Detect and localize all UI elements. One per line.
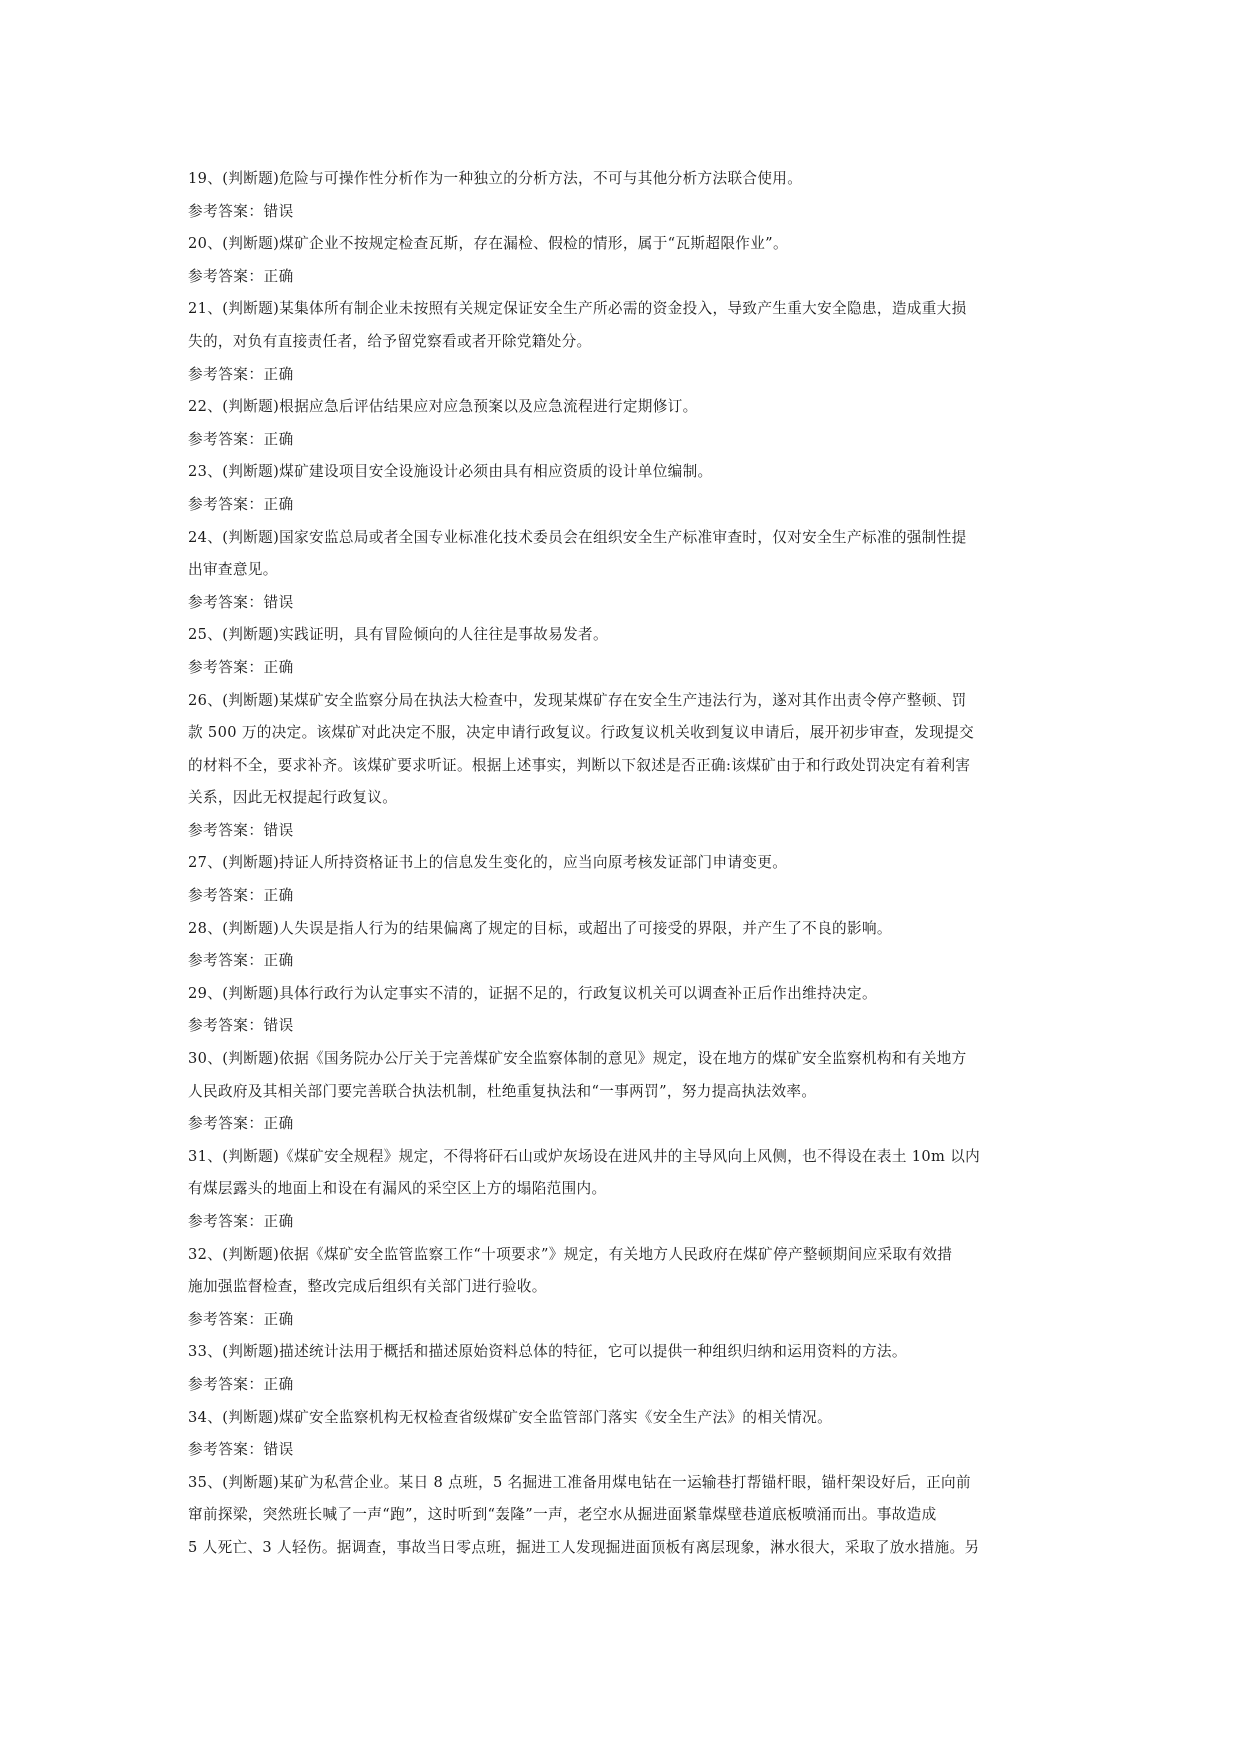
question-text-line: 29、(判断题)具体行政行为认定事实不清的，证据不足的，行政复议机关可以调查补正后作出维持决定。 [188,984,877,1002]
question-item [188,522,1054,620]
question-text-line: 窜前探梁，突然班长喊了一声“跑”，这时听到“轰隆”一声，老空水从掘进面紧靠煤壁巷道底板喷涌而出。事故造成 [188,1506,937,1524]
reference-answer [188,1304,1054,1337]
question-text-line: 30、(判断题)依据《国务院办公厅关于完善煤矿安全监察体制的意见》规定，设在地方的煤矿安全监察机构和有关地方 [188,1050,967,1068]
question-item [188,913,1054,978]
question-text-line: 33、(判断题)描述统计法用于概括和描述原始资料总体的特征，它可以提供一种组织归纳和运用资料的方法。 [188,1343,907,1361]
question-text-line: 23、(判断题)煤矿建设项目安全设施设计必须由具有相应资质的设计单位编制。 [188,463,713,481]
question-text-line: 27、(判断题)持证人所持资格证书上的信息发生变化的，应当向原考核发证部门申请变更。 [188,854,788,872]
answer-value: 正确 [263,1375,294,1393]
answer-value: 正确 [263,267,294,285]
question-item [188,1141,1054,1239]
question-item [188,1402,1054,1467]
document-page [188,163,1054,1565]
answer-prefix: 参考答案： [188,821,264,839]
question-item [188,978,1054,1043]
reference-answer [188,587,1054,620]
question-item [188,1336,1054,1401]
reference-answer [188,1010,1054,1043]
answer-prefix: 参考答案： [188,593,264,611]
question-text-line: 25、(判断题)实践证明，具有冒险倾向的人往往是事故易发者。 [188,626,608,644]
reference-answer [188,1434,1054,1467]
reference-answer [188,945,1054,978]
question-item [188,456,1054,521]
question-text-line: 22、(判断题)根据应急后评估结果应对应急预案以及应急流程进行定期修订。 [188,398,698,416]
reference-answer [188,880,1054,913]
question-text-line: 5 人死亡、3 人轻伤。据调查，事故当日零点班，掘进工人发现掘进面顶板有离层现象，淋水很大，采取了放水措施。另 [188,1538,980,1556]
reference-answer [188,1206,1054,1239]
reference-answer [188,489,1054,522]
answer-value: 错误 [263,593,294,611]
answer-value: 正确 [263,365,294,383]
answer-value: 正确 [263,1213,294,1230]
answer-prefix: 参考答案： [188,1310,264,1328]
question-text-line: 关系，因此无权提起行政复议。 [188,789,398,807]
answer-value: 错误 [263,202,294,220]
question-item [188,1467,1054,1565]
question-text-line: 失的，对负有直接责任者，给予留党察看或者开除党籍处分。 [188,332,592,350]
question-text-line: 34、(判断题)煤矿安全监察机构无权检查省级煤矿安全监管部门落实《安全生产法》的相关情况。 [188,1408,833,1426]
answer-value: 正确 [263,952,294,970]
question-text-line: 21、(判断题)某集体所有制企业未按照有关规定保证安全生产所必需的资金投入，导致产生重大安全隐患，造成重大损 [188,300,967,318]
answer-prefix: 参考答案： [188,365,264,383]
answer-prefix: 参考答案： [188,202,264,220]
question-text-line: 26、(判断题)某煤矿安全监察分局在执法大检查中，发现某煤矿存在安全生产违法行为，遂对其作出责令停产整顿、罚 [188,691,967,709]
question-item [188,391,1054,456]
answer-prefix: 参考答案： [188,430,264,448]
question-text-line: 施加强监督检查，整改完成后组织有关部门进行验收。 [188,1278,547,1296]
answer-value: 正确 [263,495,294,513]
reference-answer [188,1369,1054,1402]
answer-value: 错误 [263,1441,294,1459]
answer-value: 正确 [263,430,294,448]
question-item [188,685,1054,848]
question-text-line: 31、(判断题)《煤矿安全规程》规定，不得将矸石山或炉灰场设在进风井的主导风向上风侧，也不得设在表土 10m 以内 [188,1147,981,1165]
question-list [188,163,1054,1565]
question-text-line: 人民政府及其相关部门要完善联合执法机制，杜绝重复执法和“一事两罚”，努力提高执法效率。 [188,1082,817,1100]
question-text-line: 20、(判断题)煤矿企业不按规定检查瓦斯，存在漏检、假检的情形，属于“瓦斯超限作业”。 [188,235,788,253]
answer-prefix: 参考答案： [188,1375,264,1393]
question-text-line: 28、(判断题)人失误是指人行为的结果偏离了规定的目标，或超出了可接受的界限，并产生了不良的影响。 [188,919,892,937]
answer-prefix: 参考答案： [188,887,264,905]
answer-value: 错误 [263,1017,294,1035]
question-text-line: 出审查意见。 [188,561,278,579]
reference-answer [188,815,1054,848]
answer-prefix: 参考答案： [188,1115,264,1133]
question-text-line: 有煤层露头的地面上和设在有漏风的采空区上方的塌陷范围内。 [188,1180,607,1198]
reference-answer [188,359,1054,392]
answer-prefix: 参考答案： [188,1441,264,1459]
question-item [188,847,1054,912]
question-text-line: 24、(判断题)国家安监总局或者全国专业标准化技术委员会在组织安全生产标准审查时，仅对安全生产标准的强制性提 [188,528,967,546]
reference-answer [188,424,1054,457]
question-item [188,228,1054,293]
answer-value: 错误 [263,821,294,839]
question-item [188,1239,1054,1337]
answer-value: 正确 [263,887,294,905]
question-item [188,163,1054,228]
answer-value: 正确 [263,1115,294,1133]
reference-answer [188,261,1054,294]
answer-prefix: 参考答案： [188,1017,264,1035]
answer-prefix: 参考答案： [188,658,264,676]
answer-prefix: 参考答案： [188,267,264,285]
answer-value: 正确 [263,658,294,676]
reference-answer [188,1108,1054,1141]
reference-answer [188,652,1054,685]
reference-answer [188,196,1054,229]
answer-prefix: 参考答案： [188,952,264,970]
question-text-line: 款 500 万的决定。该煤矿对此决定不服，决定申请行政复议。行政复议机关收到复议申请后，展开初步审查，发现提交 [188,724,975,742]
question-text-line: 19、(判断题)危险与可操作性分析作为一种独立的分析方法，不可与其他分析方法联合使用。 [188,170,803,187]
question-item [188,1043,1054,1141]
question-text-line: 35、(判断题)某矿为私营企业。某日 8 点班，5 名掘进工准备用煤电钻在一运输巷打帮锚杆眼，锚杆架设好后，正向前 [188,1473,971,1491]
question-item [188,293,1054,391]
answer-prefix: 参考答案： [188,1213,264,1230]
question-text-line: 的材料不全，要求补齐。该煤矿要求听证。根据上述事实，判断以下叙述是否正确:该煤矿由于和行政处罚决定有着利害 [188,756,971,774]
answer-value: 正确 [263,1310,294,1328]
answer-prefix: 参考答案： [188,495,264,513]
question-text-line: 32、(判断题)依据《煤矿安全监管监察工作“十项要求”》规定，有关地方人民政府在煤矿停产整顿期间应采取有效措 [188,1245,953,1263]
question-item [188,619,1054,684]
